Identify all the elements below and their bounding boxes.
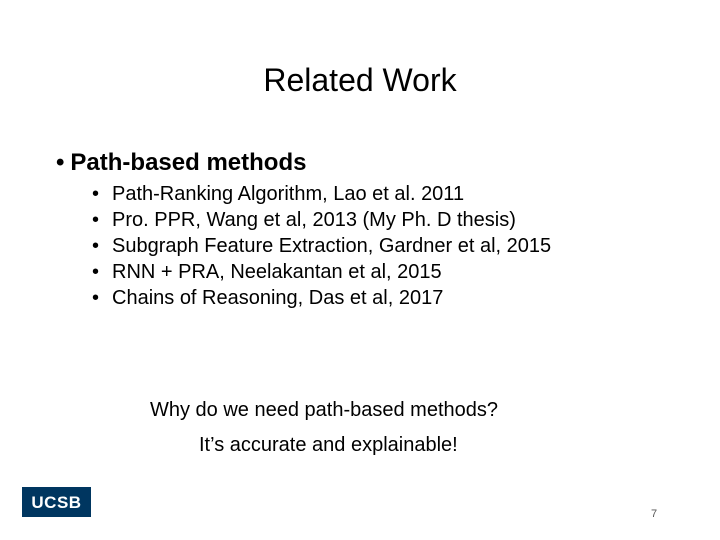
question-text: Why do we need path-based methods?: [150, 399, 498, 421]
list-bullet: •: [92, 261, 100, 283]
list-item-text: Chains of Reasoning, Das et al, 2017: [112, 287, 444, 309]
list-item-text: RNN + PRA, Neelakantan et al, 2015: [112, 261, 442, 283]
ucsb-logo-text: UCSB: [31, 493, 82, 512]
list-item: [92, 233, 551, 259]
ucsb-logo: [22, 487, 91, 517]
ucsb-logo-mark: [22, 487, 91, 517]
page-number: 7: [651, 508, 658, 520]
list-item: [92, 181, 551, 207]
list-item: [92, 207, 551, 233]
list-bullet: •: [92, 287, 100, 309]
list-bullet: •: [92, 183, 100, 205]
list-item: [92, 259, 551, 285]
list-item-text: Pro. PPR, Wang et al, 2013 (My Ph. D thesis): [112, 209, 516, 231]
section-heading-row: [56, 146, 306, 180]
list-item-text: Path-Ranking Algorithm, Lao et al. 2011: [112, 183, 465, 205]
section-bullet: •: [56, 149, 65, 176]
method-list: [92, 181, 551, 311]
list-bullet: •: [92, 235, 100, 257]
answer-text: It’s accurate and explainable!: [199, 434, 458, 456]
section-heading: Path-based methods: [70, 149, 307, 176]
slide-title: Related Work: [263, 62, 457, 98]
list-bullet: •: [92, 209, 100, 231]
list-item-text: Subgraph Feature Extraction, Gardner et al, 2015: [112, 235, 552, 257]
list-item: [92, 285, 551, 311]
